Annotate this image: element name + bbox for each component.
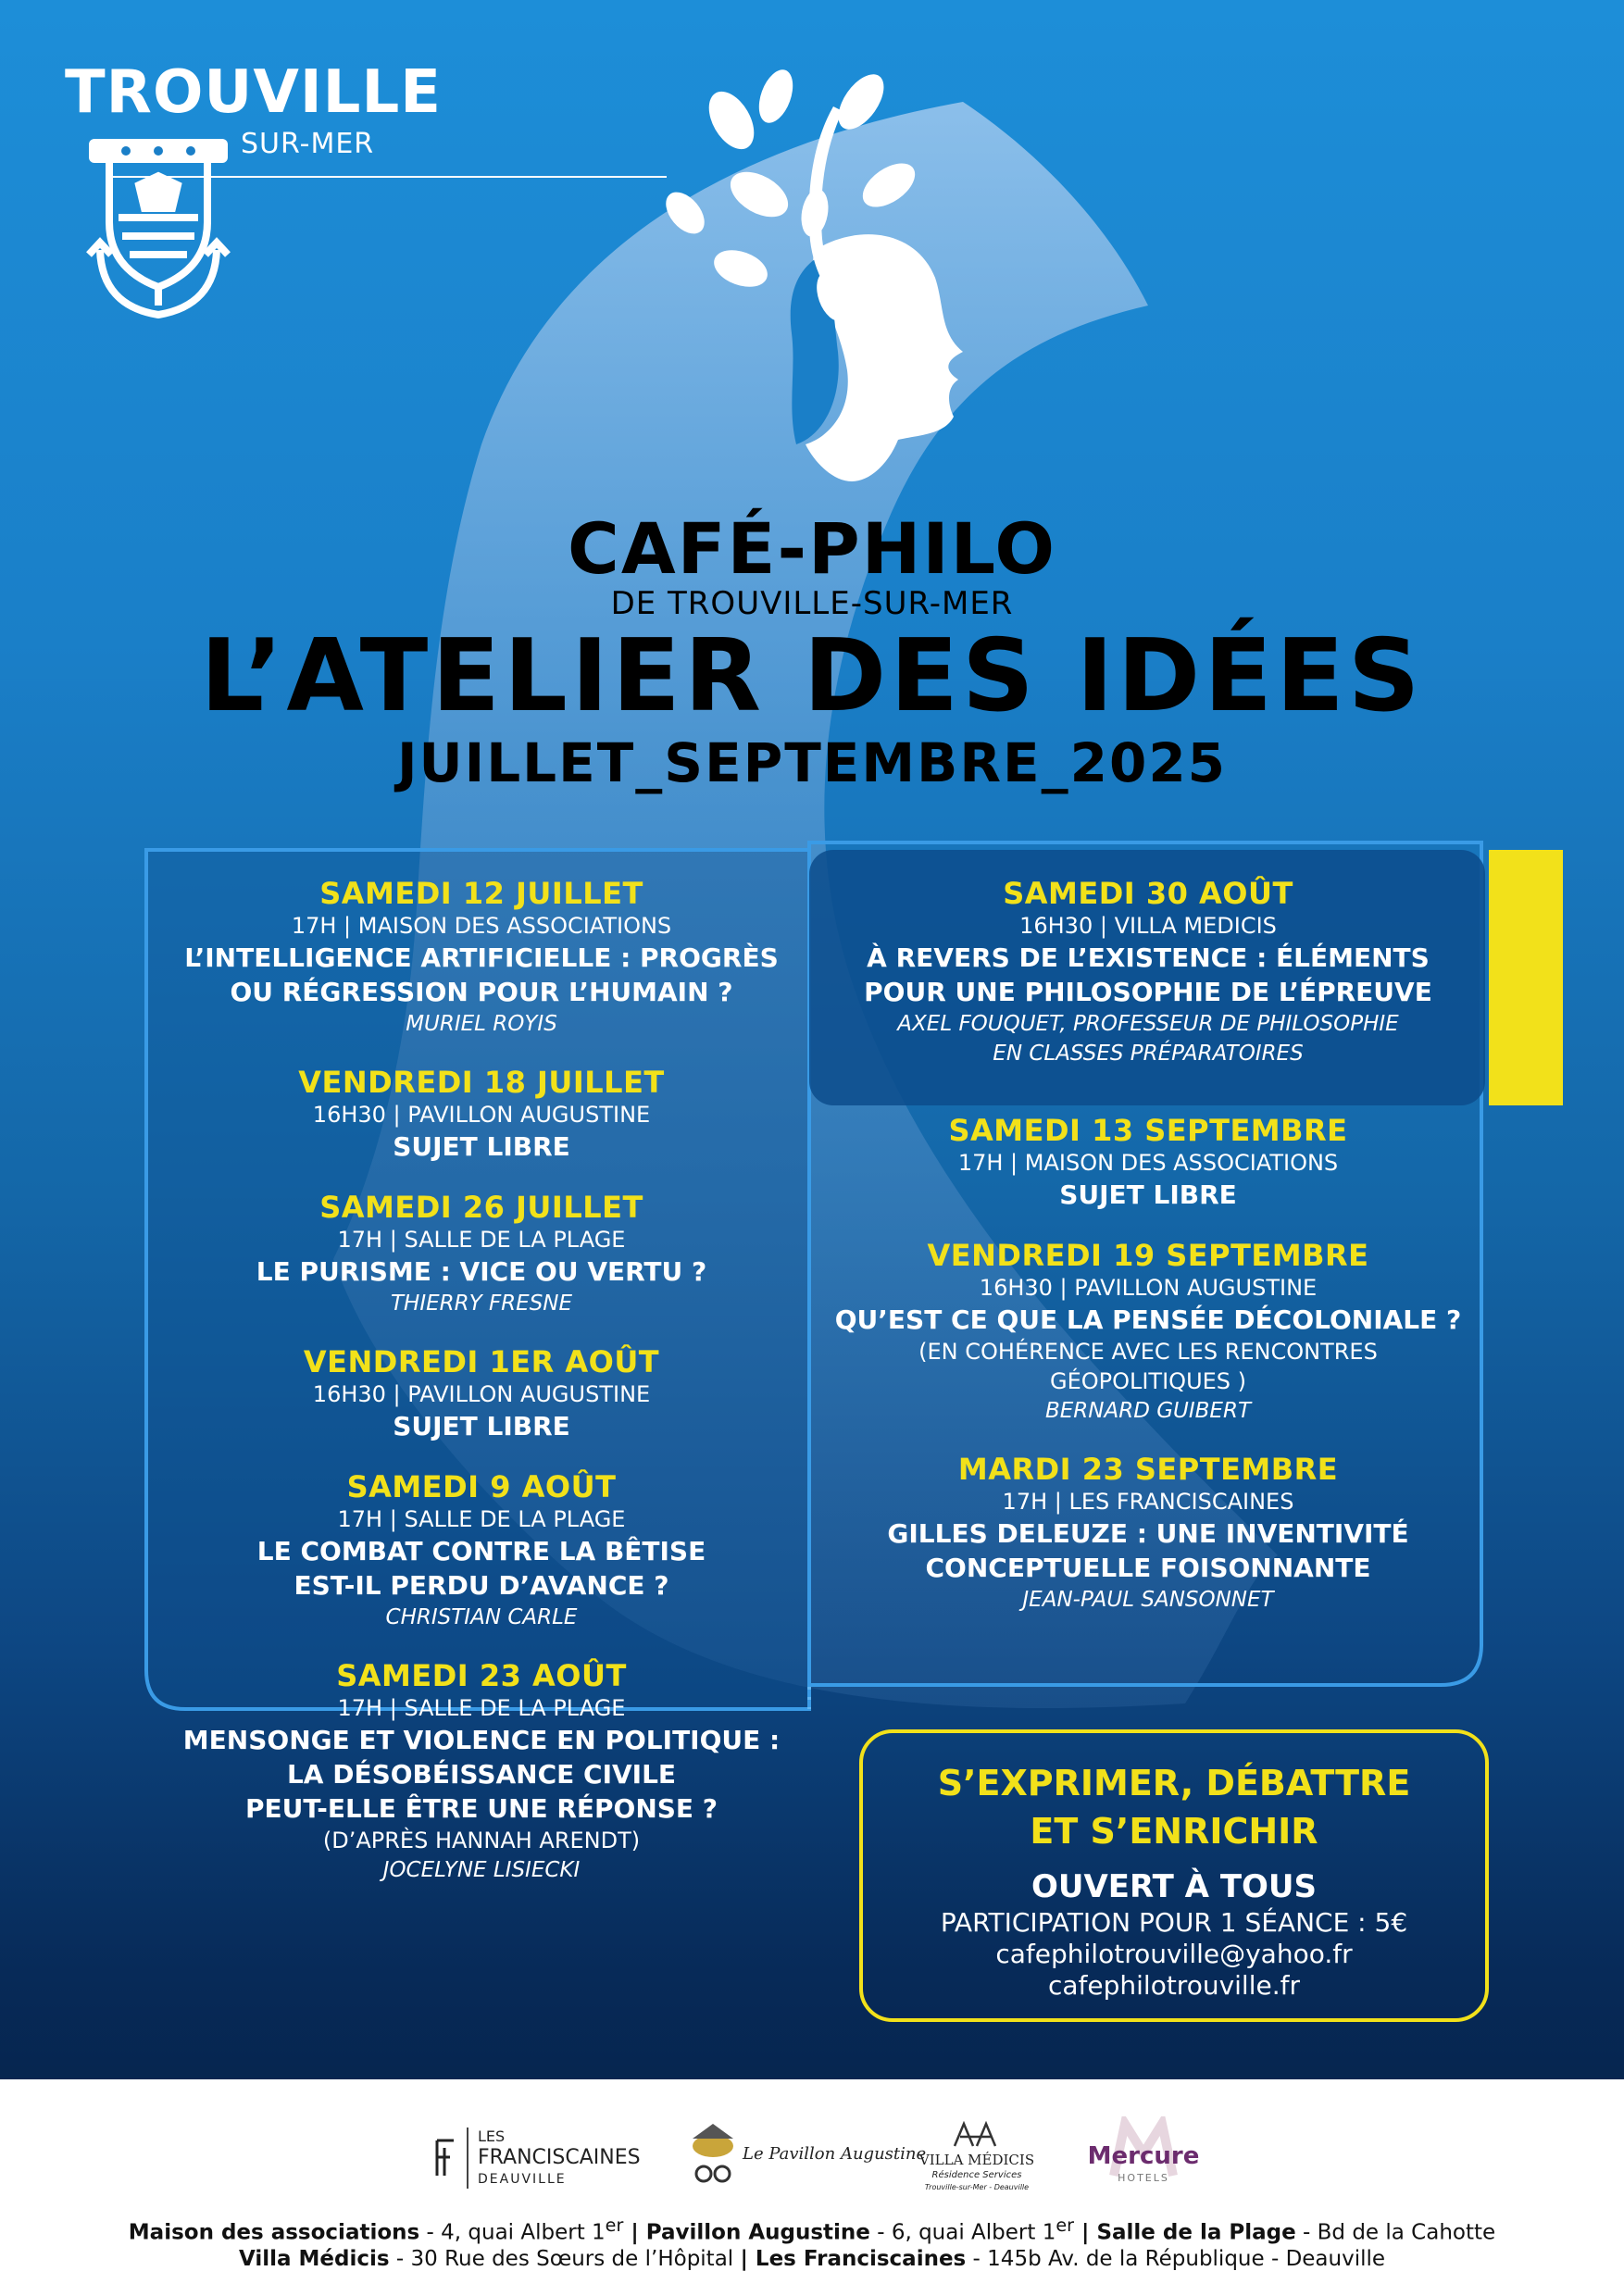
event-topic: LE PURISME : VICE OU VERTU ? [256, 1256, 707, 1287]
villa-monogram-icon [949, 2118, 1005, 2152]
event-speaker: EN CLASSES PRÉPARATOIRES [993, 1042, 1304, 1066]
event-topic: MENSONGE ET VIOLENCE EN POLITIQUE : [182, 1725, 781, 1755]
event-place: 17H | SALLE DE LA PLAGE [337, 1506, 626, 1532]
info-slogan: S’EXPRIMER, DÉBATTRE [937, 1763, 1411, 1803]
villa-name: VILLA MÉDICIS [918, 2152, 1035, 2168]
logo-title: TROUVILLE [65, 58, 442, 127]
event-speaker: CHRISTIAN CARLE [385, 1605, 578, 1629]
event-item [148, 876, 815, 1039]
event-speaker: JEAN-PAUL SANSONNET [1022, 1588, 1274, 1612]
info-open: OUVERT À TOUS [1031, 1868, 1318, 1905]
event-date: VENDREDI 18 JUILLET [298, 1065, 665, 1100]
venue-address: - 6, quai Albert 1 [869, 2220, 1056, 2245]
partner-logos [426, 2115, 1259, 2198]
event-topic: SUJET LIBRE [393, 1411, 570, 1441]
venue-name: | Salle de la Plage [1074, 2220, 1296, 2245]
event-place: 17H | LES FRANCISCAINES [1002, 1489, 1294, 1515]
event-note: (D’APRÈS HANNAH ARENDT) [322, 1828, 641, 1853]
event-topic: PEUT-ELLE ÊTRE UNE RÉPONSE ? [244, 1793, 718, 1824]
info-website-link[interactable]: cafephilotrouville.fr [1047, 1970, 1300, 2001]
venue-name: Villa Médicis [238, 2247, 390, 2271]
partner-mercure [1074, 2115, 1213, 2198]
anchor-shield-icon [89, 139, 228, 315]
event-item [148, 1658, 815, 1885]
villa-city: Trouville-sur-Mer - Deauville [924, 2183, 1030, 2191]
event-date: MARDI 23 SEPTEMBRE [957, 1452, 1339, 1487]
title-location: DE TROUVILLE-SUR-MER [610, 585, 1014, 622]
event-item [148, 1344, 815, 1443]
franciscaines-name: FRANCISCAINES [478, 2146, 641, 2169]
event-topic: CONCEPTUELLE FOISONNANTE [925, 1553, 1371, 1583]
info-box [859, 1729, 1489, 2022]
info-email-link[interactable]: cafephilotrouville@yahoo.fr [995, 1939, 1353, 1969]
event-item [148, 1469, 815, 1632]
event-topic: QU’EST CE QUE LA PENSÉE DÉCOLONIALE ? [834, 1304, 1462, 1335]
event-place: 16H30 | PAVILLON AUGUSTINE [312, 1102, 651, 1128]
trouville-logo [65, 58, 442, 160]
event-place: 16H30 | PAVILLON AUGUSTINE [979, 1275, 1318, 1301]
event-item [815, 1452, 1481, 1615]
event-place: 17H | SALLE DE LA PLAGE [337, 1695, 626, 1721]
event-item [148, 1190, 815, 1318]
right-events-column [815, 876, 1481, 1641]
venue-address: - 4, quai Albert 1 [419, 2220, 606, 2245]
event-note: GÉOPOLITIQUES ) [1049, 1368, 1247, 1394]
event-date: SAMEDI 23 AOÛT [336, 1658, 627, 1693]
venue-name: Maison des associations [128, 2220, 420, 2245]
event-speaker: MURIEL ROYIS [406, 1012, 557, 1036]
bird-crest-icon [685, 2115, 741, 2194]
event-date: VENDREDI 19 SEPTEMBRE [927, 1238, 1369, 1273]
event-topic: GILLES DELEUZE : UNE INVENTIVITÉ [887, 1518, 1409, 1549]
event-place: 16H30 | VILLA MEDICIS [1019, 913, 1277, 939]
event-place: 17H | MAISON DES ASSOCIATIONS [957, 1150, 1339, 1176]
event-item [148, 1065, 815, 1164]
event-speaker: BERNARD GUIBERT [1044, 1399, 1251, 1423]
mercure-sub: HOTELS [1118, 2172, 1169, 2184]
event-date: SAMEDI 13 SEPTEMBRE [948, 1113, 1348, 1148]
venue-address: - 145b Av. de la République - Deauville [966, 2247, 1386, 2271]
event-topic: POUR UNE PHILOSOPHIE DE L’ÉPREUVE [864, 977, 1432, 1007]
event-note: (EN COHÉRENCE AVEC LES RENCONTRES [918, 1339, 1378, 1365]
villa-sub: Résidence Services [931, 2170, 1022, 2180]
partner-franciscaines [426, 2115, 648, 2198]
event-place: 17H | MAISON DES ASSOCIATIONS [291, 913, 672, 939]
address-line-2 [0, 2244, 1624, 2274]
event-date: SAMEDI 26 JUILLET [319, 1190, 643, 1225]
event-topic: EST-IL PERDU D’AVANCE ? [294, 1570, 669, 1601]
address-line-1 [0, 2211, 1624, 2248]
partner-pavillon-augustine [685, 2115, 927, 2198]
event-speaker: AXEL FOUQUET, PROFESSEUR DE PHILOSOPHIE [897, 1012, 1399, 1036]
yellow-accent-bar [1489, 850, 1563, 1105]
event-item [815, 1113, 1481, 1212]
ordinal-sup: er [1056, 2215, 1075, 2236]
event-place: 16H30 | PAVILLON AUGUSTINE [312, 1381, 651, 1407]
title-cafe-philo: CAFÉ-PHILO [568, 507, 1056, 590]
info-slogan: ET S’ENRICHIR [1030, 1811, 1318, 1852]
title-period: JUILLET_SEPTEMBRE_2025 [396, 731, 1228, 794]
logo-divider [111, 176, 667, 178]
mercure-name: Mercure [1087, 2142, 1200, 2170]
pavillon-name: Le Pavillon Augustine [743, 2144, 927, 2164]
event-speaker: JOCELYNE LISIECKI [382, 1858, 581, 1882]
event-date: SAMEDI 30 AOÛT [1003, 876, 1293, 911]
event-date: SAMEDI 12 JUILLET [319, 876, 643, 911]
logo-subtitle: SUR-MER [241, 128, 375, 160]
franciscaines-les: LES [478, 2128, 506, 2145]
event-topic: LA DÉSOBÉISSANCE CIVILE [286, 1759, 677, 1790]
event-topic: LE COMBAT CONTRE LA BÊTISE [256, 1536, 706, 1566]
left-events-column [148, 876, 815, 1911]
franciscaines-mark-icon [433, 2137, 461, 2179]
event-speaker: THIERRY FRESNE [390, 1292, 573, 1316]
venue-name: | Les Franciscaines [740, 2247, 967, 2271]
info-price: PARTICIPATION POUR 1 SÉANCE : 5€ [940, 1907, 1408, 1938]
event-date: VENDREDI 1ER AOÛT [303, 1344, 660, 1379]
franciscaines-city: DEAUVILLE [478, 2172, 567, 2187]
venue-address: - Bd de la Cahotte [1295, 2220, 1496, 2245]
event-item-featured [815, 876, 1481, 1068]
venue-name: | Pavillon Augustine [623, 2220, 870, 2245]
event-date: SAMEDI 9 AOÛT [346, 1469, 617, 1504]
partner-villa-medicis [917, 2115, 1037, 2198]
ordinal-sup: er [605, 2215, 624, 2236]
event-topic: SUJET LIBRE [1059, 1179, 1237, 1210]
event-item [815, 1238, 1481, 1426]
event-place: 17H | SALLE DE LA PLAGE [337, 1227, 626, 1253]
event-topic: OU RÉGRESSION POUR L’HUMAIN ? [230, 977, 733, 1007]
partner-divider [467, 2128, 468, 2189]
event-topic: L’INTELLIGENCE ARTIFICIELLE : PROGRÈS [184, 942, 779, 973]
venue-address: - 30 Rue des Sœurs de l’Hôpital [389, 2247, 741, 2271]
event-topic: À REVERS DE L’EXISTENCE : ÉLÉMENTS [867, 942, 1430, 973]
event-topic: SUJET LIBRE [393, 1131, 570, 1162]
title-atelier: L’ATELIER DES IDÉES [200, 618, 1424, 734]
